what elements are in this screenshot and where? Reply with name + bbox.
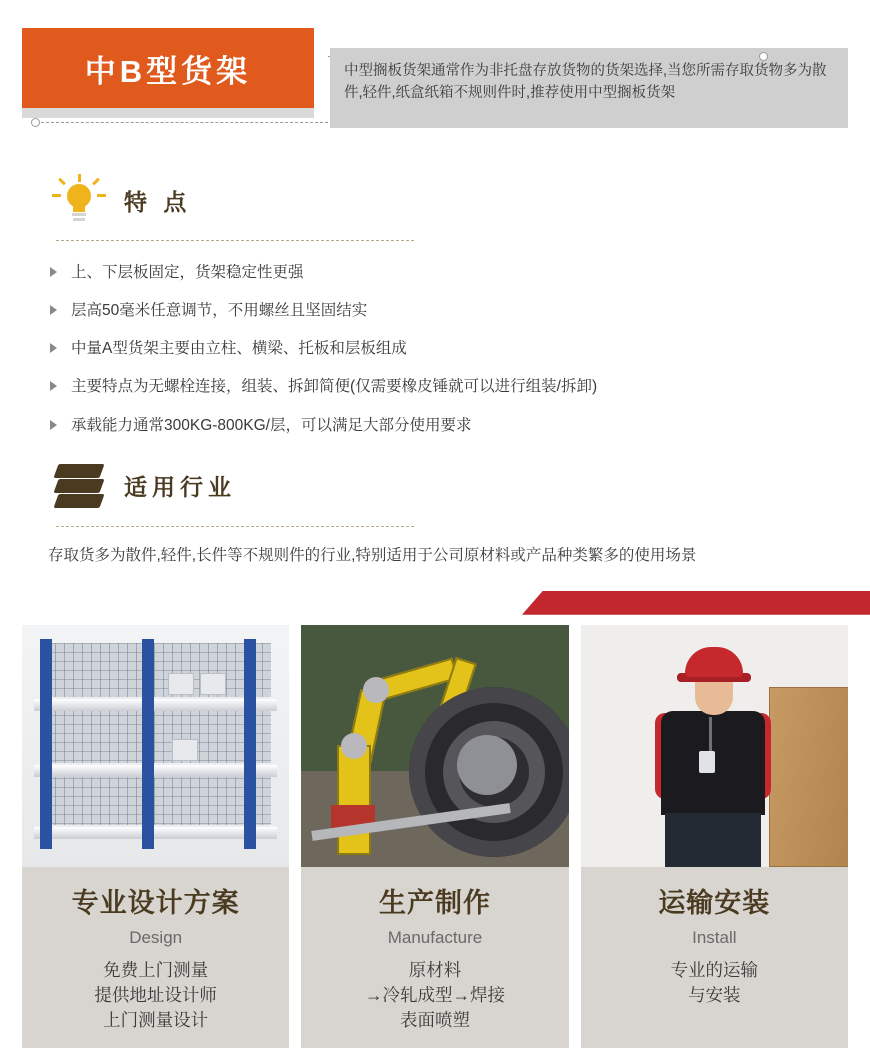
arrow-shape bbox=[522, 591, 870, 615]
feature-text: 上、下层板固定，货架稳定性更强 bbox=[71, 264, 304, 281]
card-title-en: Manufacture bbox=[387, 927, 483, 947]
card-detail-line: 提供地址设计师 bbox=[94, 985, 217, 1006]
card-detail-lines bbox=[301, 958, 568, 1034]
page-title: 中B型货架 bbox=[84, 53, 252, 89]
card-detail-lines bbox=[581, 958, 848, 1009]
feature-text: 中量A型货架主要由立柱、横梁、托板和层板组成 bbox=[71, 340, 407, 358]
triangle-bullet-icon bbox=[50, 343, 57, 353]
triangle-bullet-icon bbox=[50, 381, 57, 391]
card-design bbox=[22, 625, 289, 1048]
card-detail-line: 原材料 bbox=[408, 959, 462, 980]
industry-heading bbox=[22, 460, 848, 512]
card-detail-line: 免费上门测量 bbox=[103, 959, 209, 980]
header-node-right bbox=[759, 52, 768, 61]
list-item bbox=[50, 377, 848, 397]
robot-arm-photo bbox=[301, 625, 568, 867]
card-detail-line: 与安装 bbox=[688, 985, 741, 1006]
feature-text: 主要特点为无螺栓连接，组装、拆卸简便(仅需要橡皮锤就可以进行组装/拆卸) bbox=[71, 378, 598, 396]
triangle-bullet-icon bbox=[50, 420, 57, 430]
header-dotted-line-left bbox=[36, 122, 328, 123]
card-detail-line: 表面喷塑 bbox=[399, 1010, 470, 1031]
layers-icon bbox=[52, 460, 108, 512]
page-header bbox=[0, 0, 870, 150]
features-section bbox=[0, 174, 870, 436]
worker-photo bbox=[581, 625, 848, 867]
card-detail-line: 专业的运输 bbox=[670, 959, 759, 980]
title-banner bbox=[22, 28, 314, 108]
card-title-cn: 运输安装 bbox=[658, 887, 771, 918]
description-text: 中型搁板货架通常作为非托盘存放货物的货架选择,当您所需存取货物多为散件,轻件,纸盒纸箱不规则件时,推荐使用中型搁板货架 bbox=[344, 63, 827, 102]
card-install bbox=[581, 625, 848, 1048]
features-title: 特 点 bbox=[124, 188, 192, 215]
triangle-bullet-icon bbox=[50, 267, 57, 277]
card-title-cn: 专业设计方案 bbox=[71, 887, 240, 918]
bulb-icon bbox=[50, 174, 108, 226]
features-divider bbox=[56, 240, 414, 241]
card-detail-line: →冷轧成型→焊接 bbox=[364, 985, 505, 1006]
triangle-bullet-icon bbox=[50, 305, 57, 315]
shelving-photo bbox=[22, 625, 289, 867]
header-node-left bbox=[31, 118, 40, 127]
feature-text: 层高50毫米任意调节，不用螺丝且坚固结实 bbox=[71, 302, 368, 320]
card-title-en: Design bbox=[129, 927, 183, 947]
card-detail-lines bbox=[22, 958, 289, 1034]
features-heading bbox=[22, 174, 848, 226]
description-box bbox=[330, 48, 848, 128]
red-arrow-divider bbox=[0, 591, 870, 617]
card-detail-line: 上门测量设计 bbox=[103, 1010, 209, 1031]
list-item bbox=[50, 416, 848, 436]
process-cards bbox=[0, 625, 870, 1048]
features-list bbox=[50, 263, 848, 436]
list-item bbox=[50, 339, 848, 359]
card-manufacture bbox=[301, 625, 568, 1048]
industry-text: 存取货多为散件,轻件,长件等不规则件的行业,特别适用于公司原材料或产品种类繁多的使用场景 bbox=[48, 546, 697, 564]
list-item bbox=[50, 301, 848, 321]
card-title-en: Install bbox=[692, 927, 737, 947]
list-item bbox=[50, 263, 848, 283]
industry-divider bbox=[56, 526, 414, 527]
industry-title: 适用行业 bbox=[124, 474, 236, 501]
card-title-cn: 生产制作 bbox=[378, 887, 491, 918]
feature-text: 承载能力通常300KG-800KG/层，可以满足大部分使用要求 bbox=[71, 416, 472, 434]
industry-section bbox=[0, 460, 870, 565]
